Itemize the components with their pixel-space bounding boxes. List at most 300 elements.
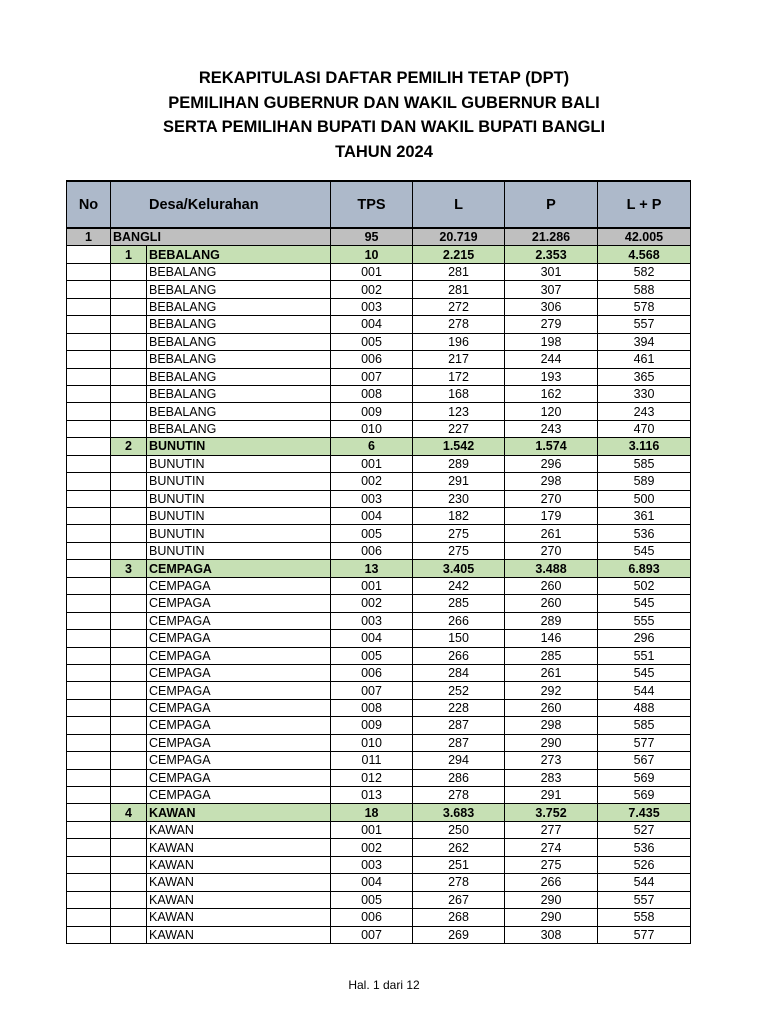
tps-row xyxy=(67,734,691,751)
tps-l: 275 xyxy=(413,525,505,542)
tps-p: 261 xyxy=(505,664,598,681)
desa-lp: 6.893 xyxy=(598,560,691,577)
tps-desa-name: KAWAN xyxy=(147,839,331,856)
tps-p: 260 xyxy=(505,595,598,612)
tps-l: 230 xyxy=(413,490,505,507)
tps-empty-sub xyxy=(111,821,147,838)
tps-empty-no xyxy=(67,351,111,368)
tps-row xyxy=(67,333,691,350)
desa-tps: 13 xyxy=(331,560,413,577)
tps-l: 172 xyxy=(413,368,505,385)
tps-empty-sub xyxy=(111,839,147,856)
tps-empty-no xyxy=(67,856,111,873)
tps-number: 005 xyxy=(331,525,413,542)
tps-empty-sub xyxy=(111,682,147,699)
tps-empty-sub xyxy=(111,316,147,333)
kabupaten-tps: 95 xyxy=(331,228,413,246)
tps-p: 274 xyxy=(505,839,598,856)
desa-p: 1.574 xyxy=(505,438,598,455)
header-no: No xyxy=(67,181,111,228)
tps-number: 005 xyxy=(331,333,413,350)
tps-empty-sub xyxy=(111,490,147,507)
tps-p: 279 xyxy=(505,316,598,333)
tps-desa-name: BUNUTIN xyxy=(147,473,331,490)
tps-number: 012 xyxy=(331,769,413,786)
tps-lp: 544 xyxy=(598,682,691,699)
dpt-table xyxy=(66,180,691,944)
tps-empty-sub xyxy=(111,734,147,751)
desa-p: 3.488 xyxy=(505,560,598,577)
tps-desa-name: KAWAN xyxy=(147,909,331,926)
tps-row xyxy=(67,926,691,943)
kabupaten-l: 20.719 xyxy=(413,228,505,246)
tps-p: 290 xyxy=(505,891,598,908)
document-title xyxy=(0,66,768,164)
tps-number: 002 xyxy=(331,281,413,298)
header-desa: Desa/Kelurahan xyxy=(111,181,331,228)
tps-number: 001 xyxy=(331,577,413,594)
tps-p: 260 xyxy=(505,577,598,594)
tps-lp: 585 xyxy=(598,717,691,734)
tps-number: 004 xyxy=(331,630,413,647)
tps-number: 008 xyxy=(331,699,413,716)
tps-desa-name: CEMPAGA xyxy=(147,717,331,734)
tps-desa-name: CEMPAGA xyxy=(147,682,331,699)
tps-empty-no xyxy=(67,752,111,769)
tps-lp: 461 xyxy=(598,351,691,368)
desa-name: BEBALANG xyxy=(147,246,331,263)
tps-l: 252 xyxy=(413,682,505,699)
tps-desa-name: BUNUTIN xyxy=(147,455,331,472)
tps-empty-sub xyxy=(111,298,147,315)
header-tps: TPS xyxy=(331,181,413,228)
tps-desa-name: BUNUTIN xyxy=(147,508,331,525)
tps-row xyxy=(67,821,691,838)
desa-lp: 7.435 xyxy=(598,804,691,821)
tps-row xyxy=(67,682,691,699)
tps-row xyxy=(67,316,691,333)
tps-empty-no xyxy=(67,839,111,856)
tps-l: 278 xyxy=(413,787,505,804)
tps-desa-name: BEBALANG xyxy=(147,298,331,315)
tps-l: 182 xyxy=(413,508,505,525)
tps-empty-no xyxy=(67,316,111,333)
tps-p: 244 xyxy=(505,351,598,368)
desa-name: BUNUTIN xyxy=(147,438,331,455)
tps-empty-sub xyxy=(111,525,147,542)
tps-desa-name: CEMPAGA xyxy=(147,612,331,629)
tps-row xyxy=(67,368,691,385)
tps-l: 286 xyxy=(413,769,505,786)
tps-l: 266 xyxy=(413,647,505,664)
tps-desa-name: BUNUTIN xyxy=(147,542,331,559)
tps-row xyxy=(67,664,691,681)
tps-p: 275 xyxy=(505,856,598,873)
tps-empty-sub xyxy=(111,368,147,385)
tps-lp: 243 xyxy=(598,403,691,420)
tps-lp: 394 xyxy=(598,333,691,350)
tps-number: 010 xyxy=(331,420,413,437)
tps-empty-no xyxy=(67,926,111,943)
tps-row xyxy=(67,699,691,716)
tps-p: 289 xyxy=(505,612,598,629)
tps-p: 277 xyxy=(505,821,598,838)
tps-l: 196 xyxy=(413,333,505,350)
tps-p: 243 xyxy=(505,420,598,437)
tps-l: 287 xyxy=(413,717,505,734)
tps-lp: 545 xyxy=(598,595,691,612)
tps-number: 001 xyxy=(331,821,413,838)
desa-p: 3.752 xyxy=(505,804,598,821)
desa-empty-cell xyxy=(67,560,111,577)
tps-row xyxy=(67,490,691,507)
tps-number: 009 xyxy=(331,717,413,734)
tps-p: 296 xyxy=(505,455,598,472)
title-line-4: TAHUN 2024 xyxy=(335,142,433,161)
tps-empty-sub xyxy=(111,630,147,647)
tps-empty-no xyxy=(67,263,111,280)
tps-l: 267 xyxy=(413,891,505,908)
tps-l: 150 xyxy=(413,630,505,647)
tps-empty-no xyxy=(67,769,111,786)
tps-l: 269 xyxy=(413,926,505,943)
desa-empty-cell xyxy=(67,438,111,455)
tps-empty-sub xyxy=(111,717,147,734)
tps-lp: 569 xyxy=(598,769,691,786)
tps-p: 261 xyxy=(505,525,598,542)
desa-empty-cell xyxy=(67,246,111,263)
tps-desa-name: CEMPAGA xyxy=(147,734,331,751)
tps-empty-sub xyxy=(111,508,147,525)
tps-empty-no xyxy=(67,630,111,647)
tps-empty-no xyxy=(67,682,111,699)
tps-p: 308 xyxy=(505,926,598,943)
tps-row xyxy=(67,909,691,926)
desa-l: 1.542 xyxy=(413,438,505,455)
tps-empty-no xyxy=(67,403,111,420)
title-line-2: PEMILIHAN GUBERNUR DAN WAKIL GUBERNUR BALI xyxy=(168,93,600,112)
desa-empty-cell xyxy=(67,804,111,821)
desa-row xyxy=(67,560,691,577)
tps-l: 272 xyxy=(413,298,505,315)
desa-name: CEMPAGA xyxy=(147,560,331,577)
tps-p: 146 xyxy=(505,630,598,647)
tps-desa-name: CEMPAGA xyxy=(147,647,331,664)
tps-number: 002 xyxy=(331,839,413,856)
tps-lp: 589 xyxy=(598,473,691,490)
tps-p: 306 xyxy=(505,298,598,315)
tps-empty-sub xyxy=(111,473,147,490)
tps-empty-sub xyxy=(111,455,147,472)
tps-p: 307 xyxy=(505,281,598,298)
tps-row xyxy=(67,874,691,891)
tps-row xyxy=(67,839,691,856)
tps-lp: 545 xyxy=(598,664,691,681)
tps-empty-sub xyxy=(111,856,147,873)
tps-row xyxy=(67,891,691,908)
tps-number: 003 xyxy=(331,490,413,507)
page-number: Hal. 1 dari 12 xyxy=(348,978,420,992)
tps-empty-no xyxy=(67,455,111,472)
desa-row xyxy=(67,438,691,455)
tps-empty-sub xyxy=(111,542,147,559)
tps-l: 268 xyxy=(413,909,505,926)
tps-l: 291 xyxy=(413,473,505,490)
tps-desa-name: BEBALANG xyxy=(147,368,331,385)
tps-empty-sub xyxy=(111,263,147,280)
tps-l: 227 xyxy=(413,420,505,437)
desa-l: 3.683 xyxy=(413,804,505,821)
tps-l: 251 xyxy=(413,856,505,873)
tps-l: 287 xyxy=(413,734,505,751)
tps-desa-name: KAWAN xyxy=(147,891,331,908)
tps-number: 003 xyxy=(331,298,413,315)
tps-empty-sub xyxy=(111,420,147,437)
tps-empty-sub xyxy=(111,612,147,629)
tps-row xyxy=(67,385,691,402)
desa-p: 2.353 xyxy=(505,246,598,263)
desa-l: 3.405 xyxy=(413,560,505,577)
tps-empty-no xyxy=(67,542,111,559)
tps-l: 281 xyxy=(413,281,505,298)
desa-lp: 3.116 xyxy=(598,438,691,455)
tps-number: 003 xyxy=(331,856,413,873)
desa-lp: 4.568 xyxy=(598,246,691,263)
kabupaten-row xyxy=(67,228,691,246)
tps-empty-sub xyxy=(111,891,147,908)
tps-row xyxy=(67,263,691,280)
tps-lp: 569 xyxy=(598,787,691,804)
tps-l: 278 xyxy=(413,874,505,891)
tps-row xyxy=(67,455,691,472)
tps-empty-no xyxy=(67,420,111,437)
tps-desa-name: CEMPAGA xyxy=(147,769,331,786)
tps-empty-sub xyxy=(111,281,147,298)
tps-empty-sub xyxy=(111,333,147,350)
table-header-row xyxy=(67,181,691,228)
tps-row xyxy=(67,630,691,647)
desa-no: 1 xyxy=(111,246,147,263)
tps-lp: 558 xyxy=(598,909,691,926)
tps-desa-name: KAWAN xyxy=(147,874,331,891)
tps-empty-no xyxy=(67,891,111,908)
tps-p: 266 xyxy=(505,874,598,891)
tps-number: 010 xyxy=(331,734,413,751)
tps-empty-no xyxy=(67,333,111,350)
tps-row xyxy=(67,508,691,525)
tps-row xyxy=(67,577,691,594)
tps-desa-name: BEBALANG xyxy=(147,403,331,420)
kabupaten-p: 21.286 xyxy=(505,228,598,246)
tps-empty-sub xyxy=(111,874,147,891)
tps-desa-name: KAWAN xyxy=(147,821,331,838)
tps-empty-no xyxy=(67,508,111,525)
tps-number: 002 xyxy=(331,473,413,490)
tps-desa-name: BEBALANG xyxy=(147,420,331,437)
tps-p: 120 xyxy=(505,403,598,420)
tps-empty-no xyxy=(67,874,111,891)
tps-row xyxy=(67,769,691,786)
tps-l: 266 xyxy=(413,612,505,629)
tps-desa-name: CEMPAGA xyxy=(147,787,331,804)
tps-number: 007 xyxy=(331,926,413,943)
title-line-3: SERTA PEMILIHAN BUPATI DAN WAKIL BUPATI BANGLI xyxy=(162,118,606,136)
tps-l: 250 xyxy=(413,821,505,838)
tps-p: 179 xyxy=(505,508,598,525)
tps-row xyxy=(67,612,691,629)
tps-empty-no xyxy=(67,368,111,385)
desa-no: 4 xyxy=(111,804,147,821)
tps-l: 275 xyxy=(413,542,505,559)
tps-p: 291 xyxy=(505,787,598,804)
tps-row xyxy=(67,420,691,437)
tps-p: 292 xyxy=(505,682,598,699)
desa-name: KAWAN xyxy=(147,804,331,821)
header-l: L xyxy=(413,181,505,228)
tps-desa-name: CEMPAGA xyxy=(147,577,331,594)
tps-lp: 296 xyxy=(598,630,691,647)
tps-l: 217 xyxy=(413,351,505,368)
tps-lp: 500 xyxy=(598,490,691,507)
tps-row xyxy=(67,525,691,542)
tps-lp: 551 xyxy=(598,647,691,664)
tps-desa-name: BUNUTIN xyxy=(147,525,331,542)
tps-row xyxy=(67,856,691,873)
tps-number: 004 xyxy=(331,508,413,525)
tps-lp: 527 xyxy=(598,821,691,838)
tps-lp: 488 xyxy=(598,699,691,716)
tps-l: 123 xyxy=(413,403,505,420)
tps-lp: 588 xyxy=(598,281,691,298)
tps-lp: 544 xyxy=(598,874,691,891)
tps-l: 294 xyxy=(413,752,505,769)
tps-p: 290 xyxy=(505,734,598,751)
tps-number: 003 xyxy=(331,612,413,629)
tps-lp: 361 xyxy=(598,508,691,525)
tps-lp: 557 xyxy=(598,316,691,333)
tps-lp: 555 xyxy=(598,612,691,629)
tps-empty-no xyxy=(67,595,111,612)
tps-desa-name: BEBALANG xyxy=(147,281,331,298)
tps-lp: 585 xyxy=(598,455,691,472)
tps-empty-no xyxy=(67,909,111,926)
tps-l: 281 xyxy=(413,263,505,280)
tps-p: 298 xyxy=(505,473,598,490)
tps-number: 004 xyxy=(331,316,413,333)
tps-number: 006 xyxy=(331,909,413,926)
title-line-1: REKAPITULASI DAFTAR PEMILIH TETAP (DPT) xyxy=(198,69,570,87)
tps-row xyxy=(67,403,691,420)
tps-row xyxy=(67,647,691,664)
kabupaten-name: BANGLI xyxy=(111,228,331,246)
tps-lp: 502 xyxy=(598,577,691,594)
desa-row xyxy=(67,804,691,821)
tps-desa-name: BEBALANG xyxy=(147,333,331,350)
tps-number: 008 xyxy=(331,385,413,402)
tps-number: 011 xyxy=(331,752,413,769)
tps-desa-name: BEBALANG xyxy=(147,351,331,368)
tps-desa-name: BEBALANG xyxy=(147,316,331,333)
tps-empty-no xyxy=(67,577,111,594)
tps-empty-sub xyxy=(111,699,147,716)
tps-row xyxy=(67,351,691,368)
tps-row xyxy=(67,281,691,298)
tps-lp: 582 xyxy=(598,263,691,280)
tps-lp: 578 xyxy=(598,298,691,315)
tps-p: 270 xyxy=(505,490,598,507)
tps-number: 013 xyxy=(331,787,413,804)
kabupaten-lp: 42.005 xyxy=(598,228,691,246)
desa-row xyxy=(67,246,691,263)
tps-number: 002 xyxy=(331,595,413,612)
tps-p: 283 xyxy=(505,769,598,786)
tps-empty-no xyxy=(67,612,111,629)
tps-number: 006 xyxy=(331,664,413,681)
tps-l: 289 xyxy=(413,455,505,472)
tps-desa-name: KAWAN xyxy=(147,926,331,943)
tps-desa-name: CEMPAGA xyxy=(147,630,331,647)
tps-p: 301 xyxy=(505,263,598,280)
tps-p: 290 xyxy=(505,909,598,926)
tps-empty-no xyxy=(67,699,111,716)
tps-row xyxy=(67,717,691,734)
tps-row xyxy=(67,473,691,490)
desa-tps: 10 xyxy=(331,246,413,263)
tps-empty-no xyxy=(67,717,111,734)
tps-empty-no xyxy=(67,490,111,507)
tps-number: 007 xyxy=(331,682,413,699)
tps-lp: 577 xyxy=(598,926,691,943)
tps-empty-sub xyxy=(111,647,147,664)
desa-l: 2.215 xyxy=(413,246,505,263)
tps-desa-name: CEMPAGA xyxy=(147,595,331,612)
tps-empty-no xyxy=(67,664,111,681)
tps-empty-sub xyxy=(111,595,147,612)
tps-empty-sub xyxy=(111,664,147,681)
header-lp: L + P xyxy=(598,181,691,228)
tps-number: 001 xyxy=(331,455,413,472)
tps-p: 162 xyxy=(505,385,598,402)
desa-no: 2 xyxy=(111,438,147,455)
tps-empty-no xyxy=(67,821,111,838)
tps-empty-sub xyxy=(111,351,147,368)
tps-empty-sub xyxy=(111,752,147,769)
tps-l: 242 xyxy=(413,577,505,594)
tps-empty-sub xyxy=(111,403,147,420)
desa-no: 3 xyxy=(111,560,147,577)
tps-l: 262 xyxy=(413,839,505,856)
tps-desa-name: BUNUTIN xyxy=(147,490,331,507)
tps-number: 006 xyxy=(331,351,413,368)
tps-row xyxy=(67,542,691,559)
tps-empty-sub xyxy=(111,769,147,786)
tps-l: 228 xyxy=(413,699,505,716)
tps-empty-sub xyxy=(111,909,147,926)
tps-number: 001 xyxy=(331,263,413,280)
tps-lp: 557 xyxy=(598,891,691,908)
tps-lp: 577 xyxy=(598,734,691,751)
tps-empty-no xyxy=(67,647,111,664)
tps-lp: 365 xyxy=(598,368,691,385)
tps-empty-sub xyxy=(111,385,147,402)
kabupaten-no: 1 xyxy=(67,228,111,246)
tps-empty-no xyxy=(67,385,111,402)
tps-number: 007 xyxy=(331,368,413,385)
tps-p: 298 xyxy=(505,717,598,734)
tps-desa-name: CEMPAGA xyxy=(147,664,331,681)
tps-number: 005 xyxy=(331,891,413,908)
tps-empty-no xyxy=(67,281,111,298)
